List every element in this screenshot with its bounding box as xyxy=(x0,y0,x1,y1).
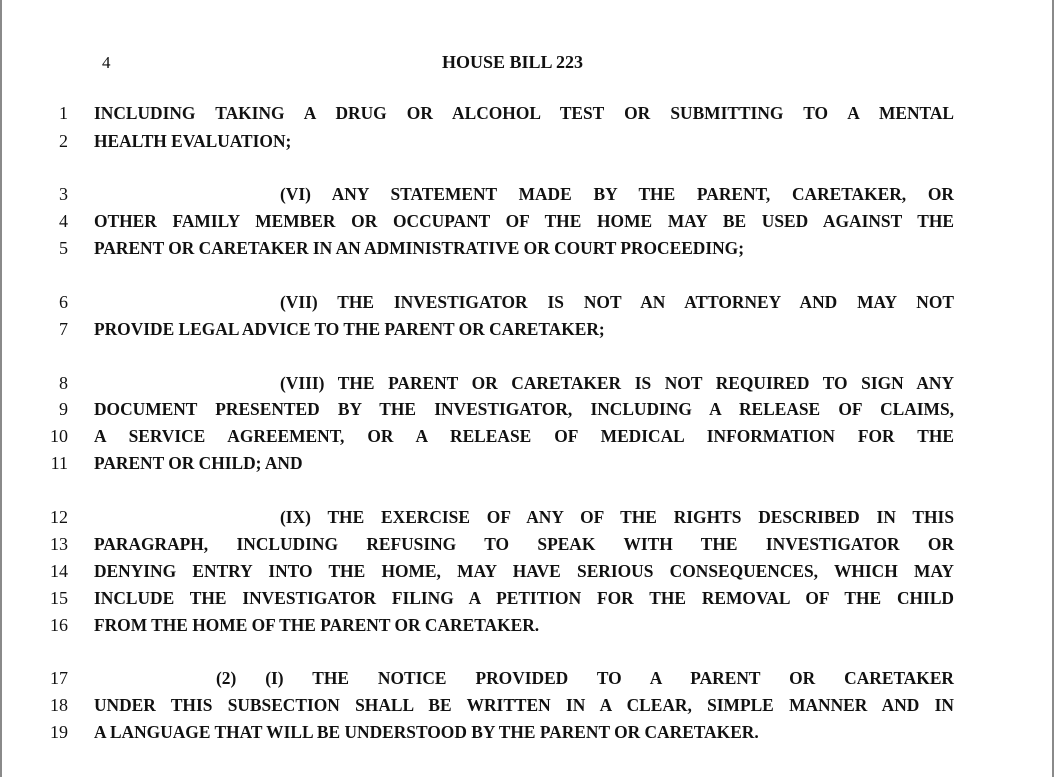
bill-text-line: INCLUDE THE INVESTIGATOR FILING A PETITION FOR THE REMOVAL OF THE CHILD xyxy=(94,588,954,608)
bill-text-line: PARENT OR CHILD; AND xyxy=(94,453,303,473)
bill-text-line: DOCUMENT PRESENTED BY THE INVESTIGATOR, INCLUDING A RELEASE OF CLAIMS, xyxy=(94,399,954,419)
line-number: 19 xyxy=(50,722,68,742)
bill-title: HOUSE BILL 223 xyxy=(441,52,584,72)
bill-text-line: A LANGUAGE THAT WILL BE UNDERSTOOD BY THE PARENT OR CARETAKER. xyxy=(94,722,759,742)
line-number: 15 xyxy=(50,588,68,608)
page-border-left xyxy=(0,0,2,777)
line-number: 13 xyxy=(50,534,68,554)
bill-text-line: (2) (I) THE NOTICE PROVIDED TO A PARENT OR CARETAKER xyxy=(216,668,954,688)
bill-text-line: UNDER THIS SUBSECTION SHALL BE WRITTEN IN A CLEAR, SIMPLE MANNER AND IN xyxy=(94,695,954,715)
line-number: 1 xyxy=(59,103,68,123)
bill-text-line: FROM THE HOME OF THE PARENT OR CARETAKER. xyxy=(94,615,540,635)
line-number: 3 xyxy=(59,184,68,204)
line-number: 9 xyxy=(59,399,68,419)
page-border-right xyxy=(1052,0,1054,777)
bill-text-line: HEALTH EVALUATION; xyxy=(94,131,292,151)
line-number: 18 xyxy=(50,695,68,715)
bill-text-line: (VII) THE INVESTIGATOR IS NOT AN ATTORNEY AND MAY NOT xyxy=(280,292,954,312)
bill-text-line: INCLUDING TAKING A DRUG OR ALCOHOL TEST OR SUBMITTING TO A MENTAL xyxy=(94,103,954,123)
bill-text-line: (VIII) THE PARENT OR CARETAKER IS NOT REQUIRED TO SIGN ANY xyxy=(280,373,954,393)
bill-text-line: PARENT OR CARETAKER IN AN ADMINISTRATIVE OR COURT PROCEEDING; xyxy=(94,238,744,258)
line-number: 7 xyxy=(59,319,68,339)
line-number: 10 xyxy=(50,426,68,446)
bill-text-line: DENYING ENTRY INTO THE HOME, MAY HAVE SERIOUS CONSEQUENCES, WHICH MAY xyxy=(94,561,954,581)
bill-text-line: PROVIDE LEGAL ADVICE TO THE PARENT OR CARETAKER; xyxy=(94,319,605,339)
line-number: 5 xyxy=(59,238,68,258)
bill-text-line: OTHER FAMILY MEMBER OR OCCUPANT OF THE HOME MAY BE USED AGAINST THE xyxy=(94,211,954,231)
page-number: 4 xyxy=(102,53,111,72)
line-number: 14 xyxy=(50,561,68,581)
line-number: 6 xyxy=(59,292,68,312)
line-number: 12 xyxy=(50,507,68,527)
line-number: 8 xyxy=(59,373,68,393)
bill-text-line: (VI) ANY STATEMENT MADE BY THE PARENT, CARETAKER, OR xyxy=(280,184,954,204)
line-number: 16 xyxy=(50,615,68,635)
bill-text-line: A SERVICE AGREEMENT, OR A RELEASE OF MEDICAL INFORMATION FOR THE xyxy=(94,426,954,446)
bill-text-line: (IX) THE EXERCISE OF ANY OF THE RIGHTS DESCRIBED IN THIS xyxy=(280,507,954,527)
bill-text-line: PARAGRAPH, INCLUDING REFUSING TO SPEAK WITH THE INVESTIGATOR OR xyxy=(94,534,954,554)
line-number: 2 xyxy=(59,131,68,151)
cut-off-next-line xyxy=(270,770,370,780)
line-number: 11 xyxy=(50,453,68,473)
line-number: 4 xyxy=(59,211,68,231)
line-number: 17 xyxy=(50,668,68,688)
